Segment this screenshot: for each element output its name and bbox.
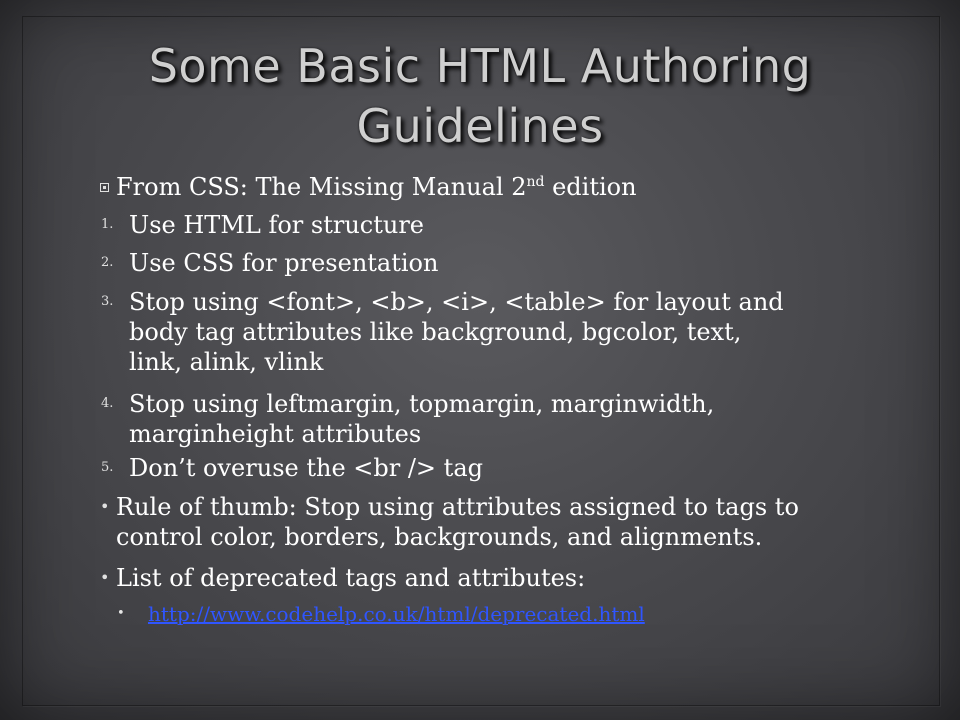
item-text: Use CSS for presentation: [129, 249, 439, 277]
item-number: 2.: [101, 255, 114, 270]
square-bullet-icon: [100, 183, 109, 192]
item-text-line-2: body tag attributes like background, bgcolor, text,: [129, 318, 742, 346]
item-text: Use HTML for structure: [129, 211, 424, 239]
source-text: [116, 172, 637, 206]
source-suffix: edition: [544, 173, 637, 201]
deprecated-tags-link[interactable]: http://www.codehelp.co.uk/html/deprecated.html: [148, 602, 645, 626]
item-number: 4.: [101, 396, 114, 411]
item-text-line-1: Stop using <font>, <b>, <i>, <table> for layout and: [129, 288, 784, 316]
item-text-line-3: link, alink, vlink: [129, 348, 324, 376]
item-number: 1.: [101, 217, 114, 232]
source-superscript: nd: [526, 174, 545, 190]
sub-bullet-dot-icon: •: [117, 606, 125, 621]
bullet-text: [116, 492, 916, 552]
item-text-line-2: marginheight attributes: [129, 420, 422, 448]
item-text: [129, 389, 889, 449]
title-line-2: Guidelines: [356, 99, 604, 153]
item-text: Don’t overuse the <br /> tag: [129, 454, 483, 482]
item-text: [129, 287, 889, 377]
bullet-text: List of deprecated tags and attributes:: [116, 564, 586, 592]
bullet-text-line-2: control color, borders, backgrounds, and alignments.: [116, 523, 763, 551]
source-title: From CSS: The Missing Manual 2: [116, 173, 527, 201]
item-number: 3.: [101, 294, 114, 309]
title-line-1: Some Basic HTML Authoring: [148, 39, 812, 93]
item-number: 5.: [101, 460, 114, 475]
item-text-line-1: Stop using leftmargin, topmargin, marginwidth,: [129, 390, 715, 418]
bullet-dot-icon: •: [100, 497, 110, 516]
bullet-dot-icon: •: [100, 568, 110, 587]
bullet-text-line-1: Rule of thumb: Stop using attributes assigned to tags to: [116, 493, 799, 521]
